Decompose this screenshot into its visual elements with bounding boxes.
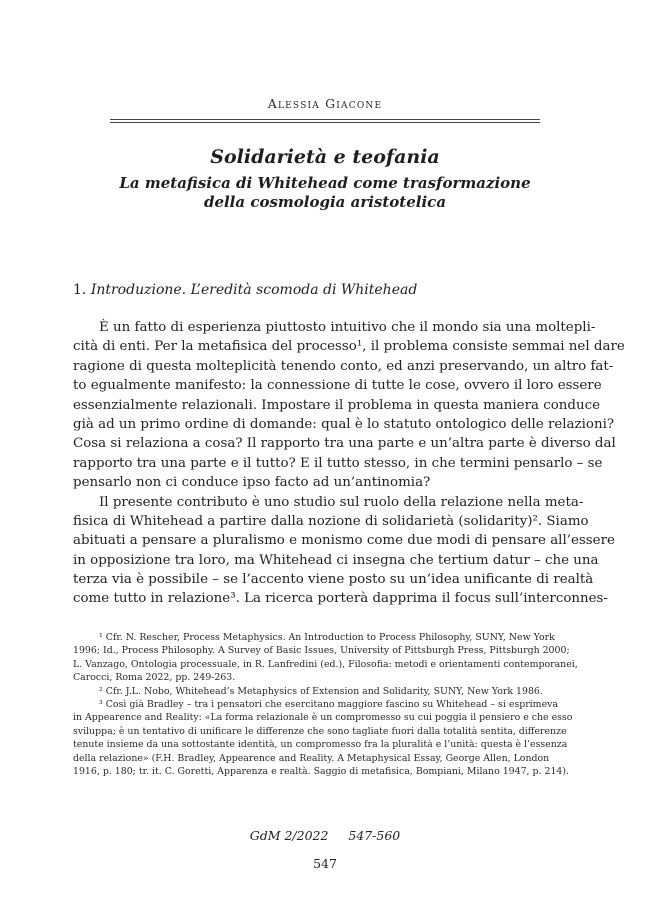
body-line: Il presente contributo è uno studio sul ruolo della relazione nella meta-: [99, 494, 584, 510]
body-line: rapporto tra una parte e il tutto? E il tutto stesso, in che termini pensarlo – se: [73, 455, 603, 471]
footnote-line: L. Vanzago, Ontologia processuale, in R. Lanfredini (ed.), Filosofia: metodi e orientamenti contemporanei,: [73, 658, 578, 670]
footnote-line: tenute insieme da una sottostante identità, un compromesso fra la pluralità e l’unità: questa è l’essenza: [73, 739, 568, 751]
body-line: È un fatto di esperienza piuttosto intuitivo che il mondo sia una moltepli-: [99, 320, 596, 335]
body-line: cità di enti. Per la metafisica del processo¹, il problema consiste semmai nel dare: [73, 339, 625, 355]
header-rule-bottom: [110, 122, 540, 123]
section-title: Introduzione. L’eredità scomoda di Whitehead: [90, 282, 418, 298]
footnote-line: ³ Così già Bradley – tra i pensatori che esercitano maggiore fascino su Whitehead – si esprimeva: [99, 698, 559, 710]
body-line: come tutto in relazione³. La ricerca porterà dapprima il focus sull’interconnes-: [73, 591, 608, 607]
footnote-line: della relazione» (F.H. Bradley, Appearence and Reality. A Metaphysical Essay, George Allen, London: [73, 752, 550, 764]
footnote-line: in Appearence and Reality: «La forma relazionale è un compromesso su cui poggia il pensiero e che esso: [73, 712, 573, 724]
body-line: Cosa si relaziona a cosa? Il rapporto tra una parte e un’altra parte è diverso dal: [73, 436, 616, 452]
body-line: pensarlo non ci conduce ipso facto ad un’antinomia?: [73, 475, 431, 491]
section-number: 1.: [73, 282, 87, 298]
footnote-line: sviluppa; è un tentativo di unificare le differenze che sono tagliate fuori dalla totalità sentita, differenze: [73, 725, 567, 737]
body-line: fisica di Whitehead a partire dalla nozione di solidarietà (solidarity)². Siamo: [73, 513, 589, 529]
subtitle-line: della cosmologia aristotelica: [203, 193, 447, 211]
footnote-line: ¹ Cfr. N. Rescher, Process Metaphysics. An Introduction to Process Philosophy, SUNY, New York: [99, 632, 555, 643]
body-line: già ad un primo ordine di domande: qual è lo statuto ontologico delle relazioni?: [73, 416, 615, 432]
article-subtitle: [0, 174, 650, 212]
body-line: essenzialmente relazionali. Impostare il problema in questa maniera conduce: [73, 397, 601, 413]
footnote-line: 1996; Id., Process Philosophy. A Survey of Basic Issues, University of Pittsburgh Press, Pittsburgh 2000;: [73, 645, 570, 657]
header-rule-top: [110, 119, 540, 120]
footnote-line: 1916, p. 180; tr. it. C. Goretti, Apparenza e realtà. Saggio di metafisica, Bompiani, Milano 1947, p. 214).: [73, 765, 570, 777]
journal-reference: GdM 2/2022 547-560: [249, 828, 401, 843]
article-title: Solidarietà e teofania: [210, 146, 440, 168]
body-line: abituati a pensare a pluralismo e monismo come due modi di pensare all’essere: [73, 533, 615, 549]
author-name: Alessia Giacone: [267, 96, 383, 111]
page-number: 547: [313, 856, 337, 871]
body-text: [73, 318, 625, 609]
footnotes: [73, 631, 578, 778]
footnote-line: Carocci, Roma 2022, pp. 249-263.: [73, 672, 236, 684]
body-line: to egualmente manifesto: la connessione di tutte le cose, ovvero il loro essere: [73, 378, 602, 394]
body-line: terza via è possibile – se l’accento viene posto su un’idea unificante di realtà: [73, 572, 594, 588]
section-heading: [73, 282, 417, 298]
subtitle-line: La metafisica di Whitehead come trasformazione: [119, 174, 531, 192]
body-line: ragione di questa molteplicità tenendo conto, ed anzi preservando, un altro fat-: [73, 358, 614, 374]
footnote-line: ² Cfr. J.L. Nobo, Whitehead’s Metaphysics of Extension and Solidarity, SUNY, New York 1986.: [99, 685, 543, 697]
body-line: in opposizione tra loro, ma Whitehead ci insegna che tertium datur – che una: [73, 552, 599, 568]
